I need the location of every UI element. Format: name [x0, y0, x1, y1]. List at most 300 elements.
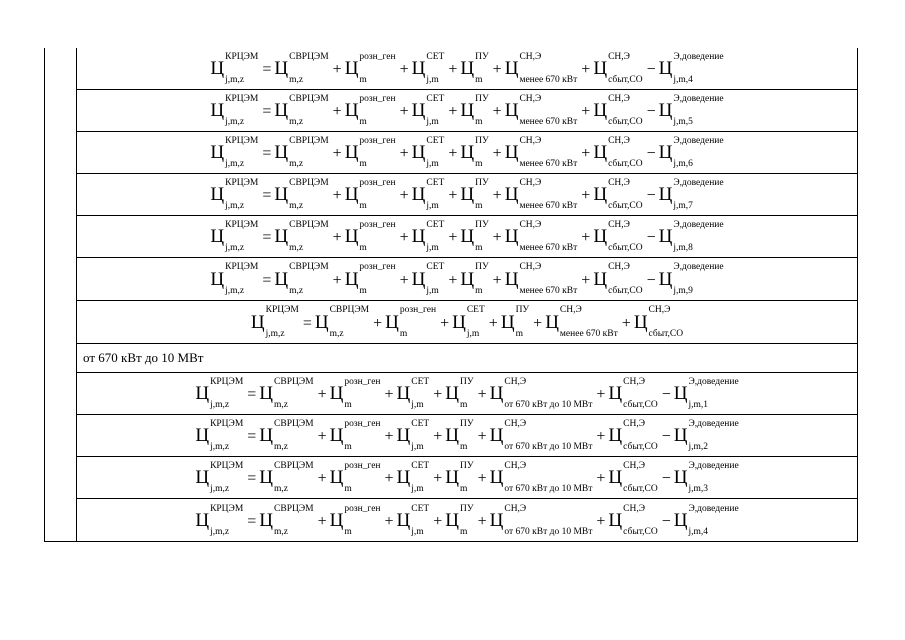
equals-sign: = — [262, 271, 272, 289]
term-sn-sup: СН,Э — [504, 503, 527, 514]
term-dovedenie-sub: j,m,4 — [688, 527, 709, 537]
term-sbyt-sup: СН,Э — [608, 93, 630, 104]
term-set-sup: СЕТ — [411, 376, 430, 387]
term-sbyt-sup: СН,Э — [623, 376, 645, 387]
plus-sign: + — [384, 513, 394, 530]
price-symbol: Ц — [195, 510, 210, 531]
formula-row — [77, 457, 857, 499]
price-symbol: Ц — [593, 142, 608, 163]
term-rozn-gen-sup: розн_ген — [359, 262, 396, 272]
plus-sign: + — [448, 187, 458, 204]
equals-sign: = — [262, 103, 272, 120]
minus-sign: − — [661, 428, 671, 445]
price-symbol: Ц — [329, 467, 344, 488]
price-symbol: Ц — [329, 510, 344, 531]
term-pu-sub: m — [475, 75, 483, 85]
term-sbyt-sub: сбыт,СО — [623, 400, 658, 410]
term-pu-sup: ПУ — [475, 51, 489, 62]
term-sn — [504, 135, 578, 169]
minus-sign: − — [646, 271, 656, 289]
term-dovedenie-sub: j,m,7 — [673, 201, 693, 211]
term-svrcem — [259, 418, 314, 452]
term-set-sub: j,m — [426, 159, 439, 169]
term-svrcem-sub: m,z — [274, 527, 289, 537]
term-sbyt-sub: сбыт,СО — [608, 243, 643, 253]
term-sn — [504, 93, 578, 127]
formula-table — [44, 48, 858, 542]
term-sbyt-sup: СН,Э — [608, 219, 630, 230]
price-symbol: Ц — [385, 311, 399, 333]
lhs-term — [195, 376, 244, 410]
price-symbol: Ц — [274, 268, 289, 290]
term-svrcem-sub: m,z — [289, 201, 304, 211]
term-dovedenie — [673, 503, 739, 537]
term-rozn-gen — [344, 219, 396, 253]
term-sn — [545, 305, 618, 339]
term-sn-sup: СН,Э — [504, 460, 527, 471]
term-svrcem-sub: m,z — [289, 243, 304, 253]
term-svrcem — [259, 460, 314, 494]
equals-sign: = — [247, 386, 257, 403]
term-rozn-gen-sup: розн_ген — [399, 305, 437, 315]
term-set — [411, 93, 445, 127]
price-symbol: Ц — [658, 142, 673, 163]
price-symbol: Ц — [460, 58, 475, 79]
term-svrcem-sup: СВРЦЭМ — [289, 93, 329, 104]
term-dovedenie — [658, 51, 724, 85]
plus-sign: + — [596, 513, 606, 530]
lhs-term — [195, 418, 244, 452]
plus-sign: + — [621, 314, 631, 332]
term-dovedenie — [673, 376, 739, 410]
term-sbyt-sup: СН,Э — [608, 135, 630, 146]
term-svrcem-sub: m,z — [274, 484, 289, 494]
term-set-sup: СЕТ — [411, 460, 430, 471]
term-sbyt-sub: сбыт,СО — [608, 285, 643, 296]
plus-sign: + — [448, 103, 458, 120]
price-symbol: Ц — [504, 142, 519, 163]
term-dovedenie — [658, 262, 724, 296]
price-symbol: Ц — [608, 383, 623, 404]
term-sn — [489, 460, 593, 494]
plus-sign: + — [596, 428, 606, 445]
lhs-term-sup: КРЦЭМ — [225, 51, 259, 62]
minus-sign: − — [646, 61, 656, 78]
term-sn-sub: от 670 кВт до 10 МВт — [504, 527, 593, 537]
term-set-sub: j,m — [426, 201, 439, 211]
plus-sign: + — [492, 271, 502, 289]
lhs-term-sup: КРЦЭМ — [210, 503, 244, 514]
term-pu-sup: ПУ — [460, 376, 474, 387]
term-pu — [445, 503, 474, 537]
plus-sign: + — [581, 145, 591, 162]
term-sbyt-sub: сбыт,СО — [608, 75, 643, 85]
plus-sign: + — [581, 103, 591, 120]
term-pu — [460, 177, 489, 211]
term-dovedenie-sup: Э,доведение — [673, 177, 724, 188]
price-symbol: Ц — [633, 311, 648, 333]
plus-sign: + — [596, 470, 606, 487]
formula — [210, 219, 724, 253]
term-svrcem-sup: СВРЦЭМ — [289, 219, 329, 230]
term-dovedenie-sup: Э,доведение — [673, 219, 724, 230]
price-symbol: Ц — [489, 467, 504, 488]
lhs-term-sub: j,m,z — [225, 285, 245, 296]
term-rozn-gen-sub: m — [359, 75, 367, 85]
price-symbol: Ц — [195, 383, 210, 404]
term-sn-sub: от 670 кВт до 10 МВт — [504, 484, 593, 494]
price-symbol: Ц — [411, 58, 426, 79]
term-set-sub: j,m — [411, 484, 424, 494]
price-symbol: Ц — [259, 425, 274, 446]
term-set-sub: j,m — [411, 442, 424, 452]
price-symbol: Ц — [593, 184, 608, 205]
plus-sign: + — [581, 187, 591, 204]
plus-sign: + — [433, 470, 443, 487]
lhs-term — [210, 177, 259, 211]
plus-sign: + — [332, 103, 342, 120]
term-rozn-gen-sub: m — [344, 442, 352, 452]
minus-sign: − — [646, 145, 656, 162]
equals-sign: = — [302, 314, 312, 332]
term-sbyt — [608, 376, 658, 410]
plus-sign: + — [332, 229, 342, 246]
price-symbol: Ц — [274, 100, 289, 121]
section-heading-row — [77, 344, 857, 373]
price-symbol: Ц — [673, 467, 688, 488]
term-set-sub: j,m — [411, 400, 424, 410]
term-dovedenie-sub: j,m,5 — [673, 117, 693, 127]
lhs-term-sub: j,m,z — [210, 484, 230, 494]
term-sn-sup: СН,Э — [519, 177, 542, 188]
price-symbol: Ц — [489, 425, 504, 446]
equals-sign: = — [262, 229, 272, 246]
plus-sign: + — [399, 187, 409, 204]
equals-sign: = — [247, 470, 257, 487]
formula — [210, 51, 724, 85]
plus-sign: + — [373, 314, 383, 332]
term-sn — [504, 177, 578, 211]
price-symbol: Ц — [210, 100, 225, 121]
term-sn — [489, 376, 593, 410]
minus-sign: − — [661, 470, 671, 487]
price-symbol: Ц — [504, 100, 519, 121]
price-symbol: Ц — [344, 226, 359, 247]
term-set-sub: j,m — [426, 75, 439, 85]
term-pu — [445, 460, 474, 494]
term-pu — [445, 418, 474, 452]
term-sbyt-sub: сбыт,СО — [623, 484, 658, 494]
term-pu — [460, 93, 489, 127]
lhs-term-sup: КРЦЭМ — [225, 177, 259, 188]
price-symbol: Ц — [500, 311, 515, 333]
term-set-sup: СЕТ — [466, 305, 485, 315]
term-svrcem-sub: m,z — [289, 75, 304, 85]
term-sbyt — [593, 177, 643, 211]
minus-sign: − — [646, 229, 656, 246]
price-symbol: Ц — [274, 142, 289, 163]
plus-sign: + — [332, 145, 342, 162]
formula — [195, 376, 739, 410]
price-symbol: Ц — [210, 226, 225, 247]
term-pu-sup: ПУ — [460, 460, 474, 471]
price-symbol: Ц — [593, 58, 608, 79]
formula — [195, 418, 739, 452]
formula — [210, 135, 724, 169]
term-rozn-gen-sup: розн_ген — [344, 503, 381, 514]
price-symbol: Ц — [344, 58, 359, 79]
price-symbol: Ц — [445, 510, 459, 531]
price-symbol: Ц — [504, 184, 519, 205]
lhs-term — [210, 51, 259, 85]
plus-sign: + — [399, 103, 409, 120]
term-pu-sup: ПУ — [475, 93, 489, 104]
term-svrcem-sub: m,z — [274, 400, 289, 410]
term-svrcem-sup: СВРЦЭМ — [289, 135, 329, 146]
term-sn-sup: СН,Э — [519, 135, 542, 146]
table-rows — [77, 48, 857, 541]
term-rozn-gen-sup: розн_ген — [344, 460, 381, 471]
term-sn-sup: СН,Э — [504, 418, 527, 429]
minus-sign: − — [661, 386, 671, 403]
term-sbyt — [593, 262, 643, 296]
plus-sign: + — [317, 386, 327, 403]
term-dovedenie-sup: Э,доведение — [688, 376, 739, 387]
term-pu — [500, 305, 530, 339]
term-svrcem-sub: m,z — [329, 328, 344, 339]
price-symbol: Ц — [210, 142, 225, 163]
term-sn-sub: от 670 кВт до 10 МВт — [504, 400, 593, 410]
term-pu-sub: m — [475, 117, 483, 127]
price-symbol: Ц — [396, 510, 411, 531]
term-set-sup: СЕТ — [426, 219, 445, 230]
term-dovedenie — [658, 177, 724, 211]
term-sn-sup: СН,Э — [519, 262, 542, 272]
term-sbyt — [608, 418, 658, 452]
price-symbol: Ц — [411, 268, 426, 290]
equals-sign: = — [247, 513, 257, 530]
term-set-sup: СЕТ — [426, 51, 445, 62]
price-symbol: Ц — [489, 510, 504, 531]
term-dovedenie — [658, 93, 724, 127]
term-pu-sub: m — [460, 442, 468, 452]
term-set-sub: j,m — [411, 527, 424, 537]
term-dovedenie — [658, 135, 724, 169]
term-sbyt-sup: СН,Э — [608, 262, 630, 272]
term-set — [411, 177, 445, 211]
term-dovedenie — [658, 219, 724, 253]
term-set — [411, 135, 445, 169]
term-sbyt — [593, 135, 643, 169]
term-svrcem — [274, 135, 329, 169]
term-sn-sup: СН,Э — [519, 51, 542, 62]
term-set — [396, 376, 430, 410]
lhs-term-sup: КРЦЭМ — [210, 418, 244, 429]
plus-sign: + — [492, 61, 502, 78]
lhs-term-sub: j,m,z — [225, 117, 245, 127]
equals-sign: = — [262, 145, 272, 162]
lhs-term-sup: КРЦЭМ — [225, 219, 259, 230]
price-symbol: Ц — [344, 142, 359, 163]
term-svrcem-sub: m,z — [274, 442, 289, 452]
plus-sign: + — [488, 314, 498, 332]
lhs-term-sub: j,m,z — [225, 159, 245, 169]
price-symbol: Ц — [396, 383, 411, 404]
price-symbol: Ц — [658, 226, 673, 247]
price-symbol: Ц — [489, 383, 504, 404]
term-sbyt-sub: сбыт,СО — [608, 201, 643, 211]
term-svrcem — [314, 305, 370, 339]
term-dovedenie-sub: j,m,6 — [673, 159, 693, 169]
price-symbol: Ц — [608, 467, 623, 488]
price-symbol: Ц — [452, 311, 466, 333]
term-sbyt-sup: СН,Э — [608, 51, 630, 62]
term-sbyt-sub: сбыт,СО — [648, 328, 684, 339]
term-set-sup: СЕТ — [411, 418, 430, 429]
term-rozn-gen — [344, 262, 396, 296]
term-rozn-gen-sub: m — [359, 201, 367, 211]
term-pu-sup: ПУ — [475, 262, 489, 272]
plus-sign: + — [492, 145, 502, 162]
price-symbol: Ц — [673, 425, 688, 446]
price-symbol: Ц — [460, 100, 475, 121]
term-set-sub: j,m — [466, 328, 480, 339]
plus-sign: + — [440, 314, 450, 332]
formula — [210, 177, 724, 211]
price-symbol: Ц — [411, 226, 426, 247]
lhs-term-sup: КРЦЭМ — [210, 376, 244, 387]
plus-sign: + — [332, 271, 342, 289]
price-symbol: Ц — [344, 184, 359, 205]
minus-sign: − — [661, 513, 671, 530]
term-rozn-gen — [344, 135, 396, 169]
table-left-column — [45, 48, 77, 541]
term-rozn-gen — [344, 177, 396, 211]
plus-sign: + — [433, 513, 443, 530]
lhs-term-sub: j,m,z — [265, 328, 285, 339]
term-set-sup: СЕТ — [426, 135, 445, 146]
plus-sign: + — [477, 470, 487, 487]
term-sbyt-sub: сбыт,СО — [623, 527, 658, 537]
term-pu — [460, 219, 489, 253]
term-pu — [460, 135, 489, 169]
term-sn — [489, 418, 593, 452]
price-symbol: Ц — [593, 268, 608, 290]
term-set-sub: j,m — [426, 243, 439, 253]
price-symbol: Ц — [658, 268, 673, 290]
price-symbol: Ц — [396, 467, 411, 488]
term-rozn-gen-sup: розн_ген — [359, 177, 396, 188]
plus-sign: + — [317, 428, 327, 445]
plus-sign: + — [384, 470, 394, 487]
price-symbol: Ц — [445, 425, 459, 446]
formula-row — [77, 90, 857, 132]
plus-sign: + — [492, 103, 502, 120]
term-sbyt-sub: сбыт,СО — [608, 117, 643, 127]
term-sbyt-sub: сбыт,СО — [623, 442, 658, 452]
term-dovedenie-sup: Э,доведение — [688, 460, 739, 471]
term-svrcem-sup: СВРЦЭМ — [274, 460, 314, 471]
plus-sign: + — [492, 229, 502, 246]
price-symbol: Ц — [608, 425, 623, 446]
price-symbol: Ц — [504, 226, 519, 247]
term-svrcem-sup: СВРЦЭМ — [289, 177, 329, 188]
term-rozn-gen-sup: розн_ген — [359, 93, 396, 104]
term-pu — [460, 51, 489, 85]
price-symbol: Ц — [593, 100, 608, 121]
formula-row — [77, 258, 857, 301]
price-symbol: Ц — [445, 383, 459, 404]
formula-row — [77, 499, 857, 542]
term-sbyt — [593, 51, 643, 85]
term-sn-sup: СН,Э — [559, 305, 582, 315]
lhs-term-sup: КРЦЭМ — [265, 305, 299, 315]
price-symbol: Ц — [195, 467, 210, 488]
term-rozn-gen-sub: m — [359, 285, 367, 296]
lhs-term-sub: j,m,z — [210, 400, 230, 410]
term-sn-sup: СН,Э — [519, 219, 542, 230]
lhs-term — [250, 305, 299, 339]
term-set — [411, 262, 445, 296]
price-symbol: Ц — [195, 425, 210, 446]
plus-sign: + — [384, 428, 394, 445]
term-svrcem — [259, 503, 314, 537]
term-dovedenie-sup: Э,доведение — [673, 93, 724, 104]
plus-sign: + — [399, 271, 409, 289]
lhs-term-sup: КРЦЭМ — [225, 93, 259, 104]
term-sbyt — [608, 503, 658, 537]
lhs-term — [210, 93, 259, 127]
term-svrcem — [274, 219, 329, 253]
term-set-sup: СЕТ — [426, 93, 445, 104]
price-symbol: Ц — [259, 510, 274, 531]
term-svrcem — [274, 93, 329, 127]
term-sbyt — [593, 93, 643, 127]
price-symbol: Ц — [608, 510, 623, 531]
term-sn-sub: менее 670 кВт — [519, 75, 578, 85]
term-pu-sup: ПУ — [515, 305, 530, 315]
price-symbol: Ц — [411, 100, 426, 121]
price-symbol: Ц — [411, 142, 426, 163]
formula — [195, 460, 739, 494]
price-symbol: Ц — [274, 58, 289, 79]
term-svrcem — [274, 262, 329, 296]
term-set — [452, 305, 485, 339]
term-svrcem-sub: m,z — [289, 285, 304, 296]
lhs-term-sub: j,m,z — [225, 201, 245, 211]
term-pu-sub: m — [475, 243, 483, 253]
term-sn — [504, 262, 578, 296]
term-rozn-gen-sup: розн_ген — [359, 135, 396, 146]
term-dovedenie-sup: Э,доведение — [673, 135, 724, 146]
price-symbol: Ц — [593, 226, 608, 247]
term-pu — [445, 376, 474, 410]
term-pu-sup: ПУ — [475, 177, 489, 188]
plus-sign: + — [399, 145, 409, 162]
term-svrcem — [259, 376, 314, 410]
price-symbol: Ц — [210, 184, 225, 205]
term-dovedenie — [673, 460, 739, 494]
plus-sign: + — [477, 386, 487, 403]
term-rozn-gen — [344, 93, 396, 127]
price-symbol: Ц — [460, 184, 475, 205]
term-dovedenie-sub: j,m,8 — [673, 243, 693, 253]
term-dovedenie-sup: Э,доведение — [673, 51, 724, 62]
term-svrcem-sup: СВРЦЭМ — [289, 51, 329, 62]
term-rozn-gen — [329, 376, 381, 410]
plus-sign: + — [332, 61, 342, 78]
term-pu-sub: m — [460, 484, 468, 494]
